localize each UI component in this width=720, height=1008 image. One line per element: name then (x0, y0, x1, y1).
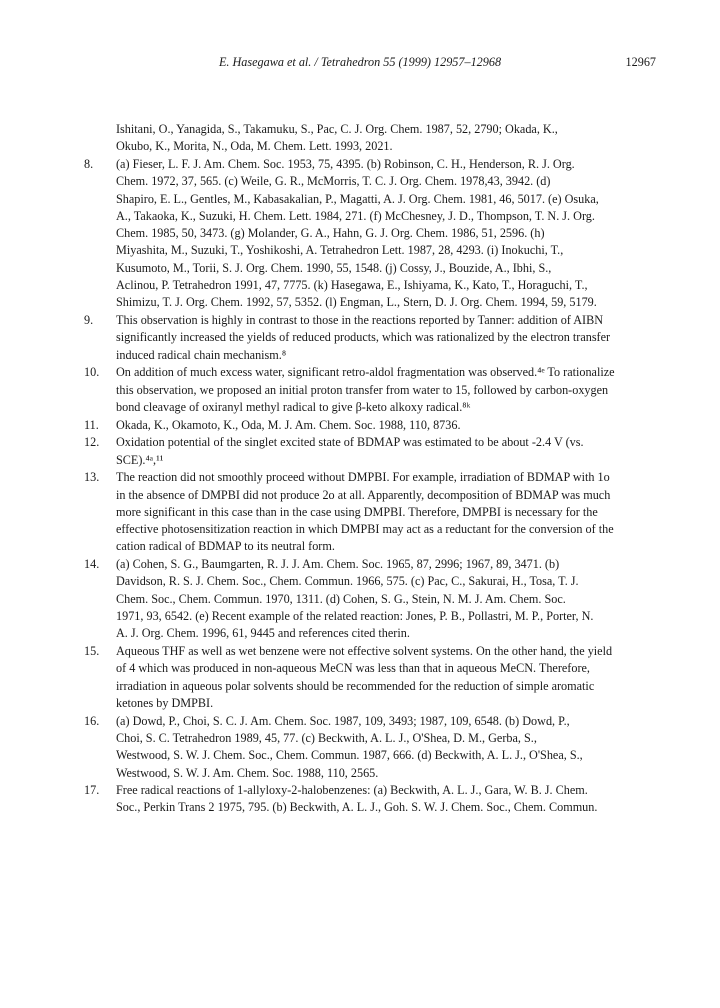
reference-item (84, 156, 644, 312)
reference-text (116, 312, 644, 364)
reference-item (84, 312, 644, 364)
reference-number: 16. (84, 713, 100, 728)
reference-item (84, 556, 644, 642)
reference-item (84, 434, 644, 469)
reference-line: Miyashita, M., Suzuki, T., Yoshikoshi, A. Tetrahedron Lett. 1987, 28, 4293. (i) Inokuchi, T., (116, 243, 564, 258)
reference-line: of 4 which was produced in non-aqueous MeCN was less than that in aqueous MeCN. Therefore, (116, 661, 590, 676)
reference-line: Aclinou, P. Tetrahedron 1991, 47, 7775. (k) Hasegawa, E., Ishiyama, K., Kato, T., Horaguchi, T., (116, 278, 588, 293)
reference-line: Soc., Perkin Trans 2 1975, 795. (b) Beckwith, A. L. J., Goh. S. W. J. Chem. Soc., Chem. Commun. (116, 800, 598, 815)
reference-text (116, 156, 644, 312)
reference-line: On addition of much excess water, significant retro-aldol fragmentation was observed.⁴ᵉ To rationalize (116, 365, 615, 380)
reference-text (116, 469, 644, 555)
reference-line: Okada, K., Okamoto, K., Oda, M. J. Am. Chem. Soc. 1988, 110, 8736. (116, 417, 461, 432)
page-header (0, 55, 720, 75)
reference-line: this observation, we proposed an initial proton transfer from water to 15, followed by carbon-oxygen (116, 382, 609, 397)
reference-line: The reaction did not smoothly proceed without DMPBI. For example, irradiation of BDMAP with 1o (116, 470, 610, 485)
reference-text (116, 417, 644, 434)
reference-item (84, 364, 644, 416)
reference-line: more significant in this case than in the case using DMPBI. Therefore, DMPBI is necessary for the (116, 504, 598, 519)
numbered-references (84, 156, 644, 817)
reference-line: induced radical chain mechanism.⁸ (116, 347, 287, 362)
reference-line: in the absence of DMPBI did not produce 2o at all. Apparently, decomposition of BDMAP was much (116, 487, 611, 502)
reference-item (84, 417, 644, 434)
reference-text (116, 782, 644, 817)
reference-number: 15. (84, 644, 100, 659)
reference-line: Free radical reactions of 1-allyloxy-2-halobenzenes: (a) Beckwith, A. L. J., Gara, W. B. J. Chem. (116, 783, 588, 798)
reference-text (116, 713, 644, 782)
reference-line: ketones by DMPBI. (116, 695, 214, 710)
reference-line: SCE).⁴ᵃ,¹¹ (116, 452, 164, 467)
reference-number: 10. (84, 365, 100, 380)
running-head: E. Hasegawa et al. / Tetrahedron 55 (1999) 12957–12968 (218, 55, 502, 69)
reference-line: effective photosensitization reaction in which DMPBI may act as a reductant for the conversion of the (116, 522, 614, 537)
reference-text (116, 434, 644, 469)
reference-line: Shapiro, E. L., Gentles, M., Kabasakalian, P., Magatti, A. J. Org. Chem. 1981, 46, 5017. (e) Osuka, (116, 191, 599, 206)
reference-text (116, 556, 644, 642)
reference-line: irradiation in aqueous polar solvents should be recommended for the reduction of simple aromatic (116, 678, 595, 693)
reference-line: Chem. Soc., Chem. Commun. 1970, 1311. (d) Cohen, S. G., Stein, N. M. J. Am. Chem. Soc. (116, 591, 566, 606)
reference-number: 17. (84, 783, 100, 798)
reference-line: bond cleavage of oxiranyl methyl radical to give β-keto alkoxy radical.⁸ᵏ (116, 399, 471, 414)
reference-line: significantly increased the yields of reduced products, which was rationalized by the electron transfer (116, 330, 611, 345)
reference-line: This observation is highly in contrast to those in the reactions reported by Tanner: addition of AIBN (116, 313, 604, 328)
reference-line: cation radical of BDMAP to its neutral form. (116, 539, 335, 554)
reference-line: (a) Cohen, S. G., Baumgarten, R. J. J. Am. Chem. Soc. 1965, 87, 2996; 1967, 89, 3471. (b) (116, 557, 560, 572)
reference-continuation (84, 121, 644, 156)
reference-line: Ishitani, O., Yanagida, S., Takamuku, S., Pac, C. J. Org. Chem. 1987, 52, 2790; Okada, K., (116, 122, 558, 136)
reference-line: Okubo, K., Morita, N., Oda, M. Chem. Lett. 1993, 2021. (116, 139, 393, 154)
reference-line: Chem. 1972, 37, 565. (c) Weile, G. R., McMorris, T. C. J. Org. Chem. 1978,43, 3942. (d) (116, 174, 551, 189)
reference-line: Oxidation potential of the singlet excited state of BDMAP was estimated to be about -2.4 V (vs. (116, 435, 584, 450)
reference-line: Westwood, S. W. J. Am. Chem. Soc. 1988, 110, 2565. (116, 765, 379, 780)
reference-item (84, 782, 644, 817)
reference-line: Aqueous THF as well as wet benzene were not effective solvent systems. On the other hand, the yield (116, 644, 613, 659)
reference-line: Choi, S. C. Tetrahedron 1989, 45, 77. (c) Beckwith, A. L. J., O'Shea, D. M., Gerba, S., (116, 730, 537, 745)
reference-text (116, 643, 644, 712)
reference-item (84, 643, 644, 712)
reference-line: A., Takaoka, K., Suzuki, H. Chem. Lett. 1984, 271. (f) McChesney, J. D., Thompson, T. N. J. Org. (116, 208, 595, 223)
reference-number: 12. (84, 435, 100, 450)
reference-number: 8. (84, 156, 94, 171)
reference-line: 1971, 93, 6542. (e) Recent example of the related reaction: Jones, P. B., Pollastri, M. P., Porter, N. (116, 609, 594, 624)
reference-line: Chem. 1985, 50, 3473. (g) Molander, G. A., Hahn, G. J. Org. Chem. 1986, 51, 2596. (h) (116, 226, 545, 241)
reference-list (84, 121, 644, 817)
reference-number: 11. (84, 417, 99, 432)
reference-line: Davidson, R. S. J. Chem. Soc., Chem. Commun. 1966, 575. (c) Pac, C., Sakurai, H., Tosa, T. J. (116, 574, 579, 589)
reference-number: 9. (84, 313, 94, 328)
reference-number: 13. (84, 470, 100, 485)
reference-item (84, 713, 644, 782)
reference-line: (a) Fieser, L. F. J. Am. Chem. Soc. 1953, 75, 4395. (b) Robinson, C. H., Henderson, R. J. Org. (116, 156, 575, 171)
reference-line: Kusumoto, M., Torii, S. J. Org. Chem. 1990, 55, 1548. (j) Cossy, J., Bouzide, A., Ibhi, S., (116, 260, 552, 275)
reference-line: Shimizu, T. J. Org. Chem. 1992, 57, 5352. (l) Engman, L., Stern, D. J. Org. Chem. 1994, 59, 5179. (116, 295, 597, 310)
reference-line: A. J. Org. Chem. 1996, 61, 9445 and references cited therin. (116, 626, 410, 641)
reference-line: (a) Dowd, P., Choi, S. C. J. Am. Chem. Soc. 1987, 109, 3493; 1987, 109, 6548. (b) Dowd, P., (116, 713, 570, 728)
reference-item (84, 469, 644, 555)
reference-text (116, 364, 644, 416)
page-number: 12967 (625, 55, 656, 69)
reference-number: 14. (84, 557, 100, 572)
reference-line: Westwood, S. W. J. Chem. Soc., Chem. Commun. 1987, 666. (d) Beckwith, A. L. J., O'Shea, S., (116, 748, 583, 763)
